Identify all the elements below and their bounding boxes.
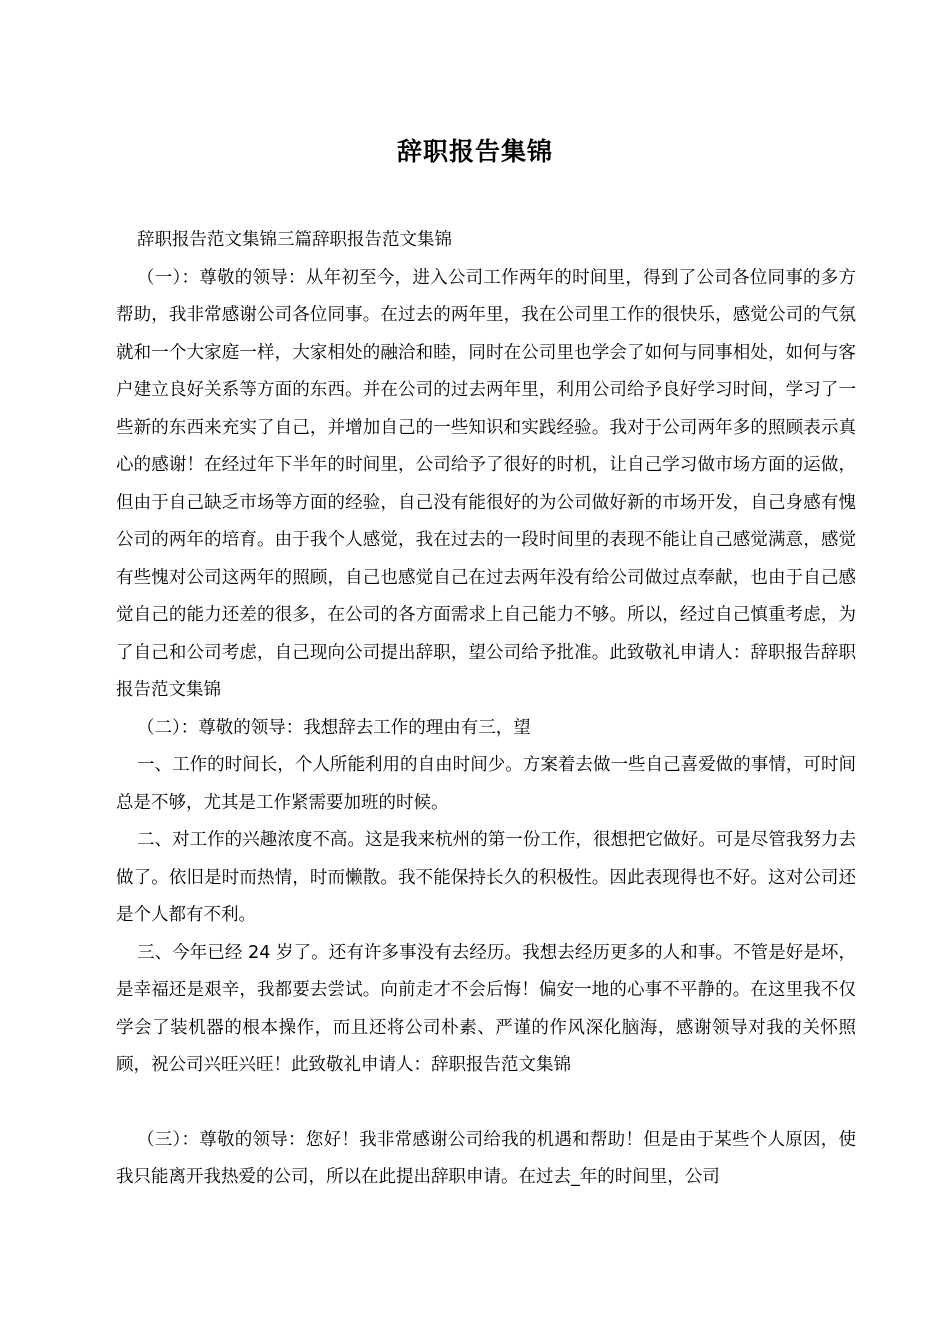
paragraph-reason-3: 三、今年已经 24 岁了。还有许多事没有去经历。我想去经历更多的人和事。不管是好是坏，是幸福还是艰辛，我都要去尝试。向前走才不会后悔！偏安一地的心事不平静的。在这里我不仅学会了装机器的根本操作，而且还将公司朴素、严谨的作风深化脑海，感谢领导对我的关怀照顾，祝公司兴旺兴旺！此致敬礼申请人：辞职报告范文集锦 xyxy=(116,942,856,1075)
paragraph-letter-2-opening: （二）：尊敬的领导：我想辞去工作的理由有三，望 xyxy=(137,717,531,738)
paragraph-letter-1: （一）：尊敬的领导：从年初至今，进入公司工作两年的时间里，得到了公司各位同事的多方帮助，我非常感谢公司各位同事。在过去的两年里，我在公司里工作的很快乐，感觉公司的气氛就和一个大家庭一样，大家相处的融洽和睦，同时在公司里也学会了如何与同事相处，如何与客户建立良好关系等方面的东西。并在公司的过去两年里，利用公司给予良好学习时间，学习了一些新的东西来充实了自己，并增加自己的一些知识和实践经验。我对于公司两年多的照顾表示真心的感谢！在经过年下半年的时间里，公司给予了很好的时机，让自己学习做市场方面的运做，但由于自己缺乏市场等方面的经验，自己没有能很好的为公司做好新的市场开发，自己身感有愧公司的两年的培育。由于我个人感觉，我在过去的一段时间里的表现不能让自己感觉满意，感觉有些愧对公司这两年的照顾，自己也感觉自己在过去两年没有给公司做过点奉献，也由于自己感觉自己的能力还差的很多，在公司的各方面需求上自己能力不够。所以，经过自己慎重考虑，为了自己和公司考虑，自己现向公司提出辞职，望公司给予批准。此致敬礼申请人：辞职报告辞职报告范文集锦 xyxy=(116,267,856,700)
document-body xyxy=(116,222,856,1197)
paragraph-reason-1: 一、工作的时间长，个人所能利用的自由时间少。方案着去做一些自己喜爱做的事情，可时间总是不够，尤其是工作紧需要加班的时候。 xyxy=(116,755,856,813)
paragraph-intro: 辞职报告范文集锦三篇辞职报告范文集锦 xyxy=(137,230,452,250)
document-title: 辞职报告集锦 xyxy=(396,137,553,166)
paragraph-spacer xyxy=(116,1085,856,1122)
paragraph-reason-2: 二、对工作的兴趣浓度不高。这是我来杭州的第一份工作，很想把它做好。可是尽管我努力去做了。依旧是时而热情，时而懒散。我不能保持长久的积极性。因此表现得也不好。这对公司还是个人都有不利。 xyxy=(116,830,856,925)
paragraph-letter-3: （三）：尊敬的领导：您好！我非常感谢公司给我的机遇和帮助！但是由于某些个人原因，使我只能离开我热爱的公司，所以在此提出辞职申请。在过去_年的时间里，公司 xyxy=(116,1129,856,1187)
